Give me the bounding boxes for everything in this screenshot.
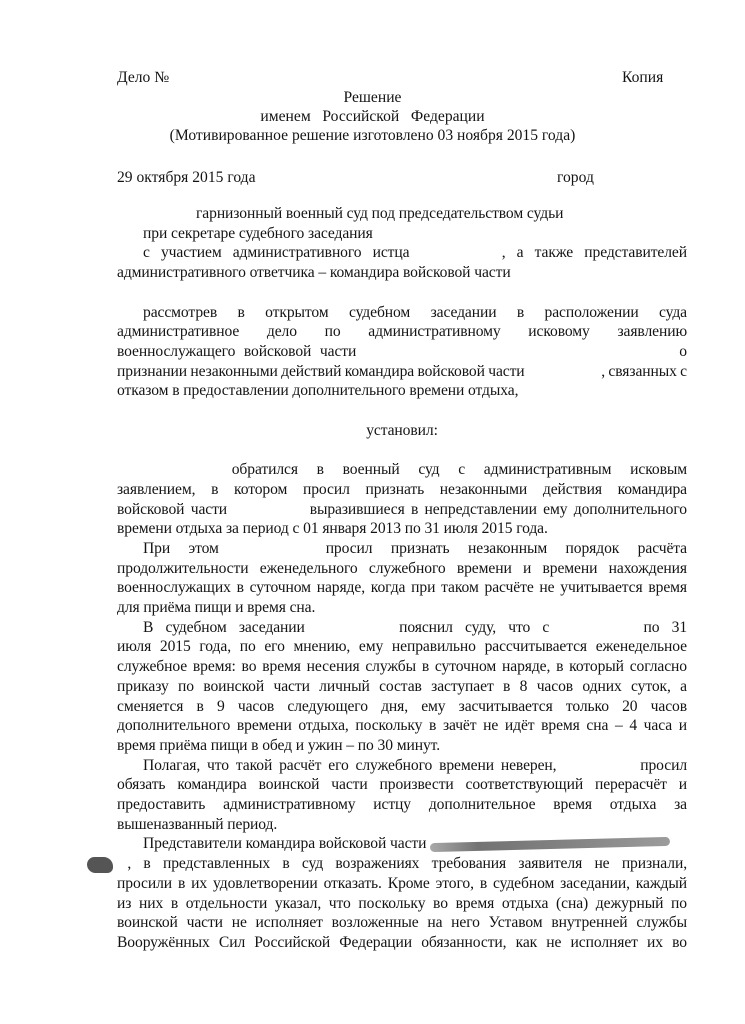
text-segment: В судебном заседании: [143, 618, 305, 636]
text-segment: гарнизонный военный суд под председательством судьи: [196, 205, 564, 222]
text-line: [117, 736, 687, 756]
text-line: [117, 263, 687, 283]
text-line: [117, 224, 687, 244]
redacted-text: [522, 346, 592, 356]
copy-label: Копия: [622, 69, 664, 86]
text-line: [117, 303, 687, 323]
text-segment: административного ответчика – командира войсковой части: [117, 264, 511, 282]
text-segment: по 31: [643, 618, 688, 636]
text-segment: дополнительного времени отдыха, поскольку в зачёт не идёт время сна – 4 часа и: [117, 717, 687, 735]
text-line: [117, 559, 687, 579]
redacted-text: [601, 346, 671, 356]
text-segment: обратился в военный суд с административным исковым: [231, 461, 687, 479]
text-segment: вышеназванный период.: [117, 815, 278, 833]
text-line: [117, 913, 687, 933]
text-segment: просил: [640, 756, 688, 774]
redacted-text: [365, 346, 435, 356]
text-line: [117, 637, 687, 657]
text-line: [117, 815, 687, 835]
text-line: [117, 421, 687, 441]
redacted-text: [237, 543, 307, 553]
text-line: [117, 243, 687, 263]
text-line: [117, 519, 687, 539]
redacted-text: [233, 504, 303, 514]
text-line: [117, 480, 687, 500]
text-segment: военнослужащего войсковой части: [117, 342, 357, 360]
text-segment: о: [679, 342, 687, 360]
text-line: [117, 775, 687, 795]
text-segment: , а также представителей: [501, 244, 687, 262]
text-segment: рассмотрев в открытом судебном заседании в расположении суда: [143, 303, 687, 321]
text-segment: с участием административного истца: [143, 244, 410, 262]
redacted-text: [317, 622, 387, 632]
redacted-text: [143, 464, 213, 474]
text-segment: Представители командира войсковой части: [143, 835, 431, 853]
text-segment: отказом в предоставлении дополнительного времени отдыха,: [117, 382, 519, 400]
redaction-scribble: [87, 857, 113, 873]
text-line: [117, 460, 687, 480]
text-line: [117, 834, 687, 854]
text-line: [117, 539, 687, 559]
text-segment: просили в их удовлетворении отказать. Кроме этого, в судебном заседании, каждый: [117, 874, 687, 892]
document-title: Решение: [343, 89, 402, 106]
text-segment: предоставить административному истцу дополнительное время отдыха за: [117, 796, 687, 814]
redacted-text: [443, 346, 513, 356]
text-line: [117, 204, 687, 224]
text-line: [117, 795, 687, 815]
text-segment: Вооружённых Сил Российской Федерации обязанности, как не исполняет их во: [117, 933, 687, 951]
text-line: [117, 697, 687, 717]
text-segment: времени отдыха за период с 01 января 2013 по 31 июля 2015 года.: [117, 520, 548, 538]
text-segment: время приёма пищи в обед и ужин – по 30 минут.: [117, 736, 441, 754]
redacted-text: [528, 366, 598, 376]
text-line: [117, 854, 687, 874]
text-line: [117, 500, 687, 520]
text-segment: из них в отдельности указал, что поскольку во время отдыха (сна) дежурный по: [117, 894, 687, 912]
text-segment: , в представленных в суд возражениях требования заявителя не признали,: [127, 855, 687, 873]
text-segment: признании незаконными действий командира войсковой части: [117, 362, 525, 380]
decision-date: 29 октября 2015 года: [117, 169, 256, 186]
redacted-text: [421, 247, 491, 257]
city-label: город: [557, 169, 594, 186]
text-segment: административное дело по административному исковому заявлению: [117, 323, 687, 341]
text-line: [117, 598, 687, 618]
text-segment: установил:: [366, 421, 438, 439]
text-segment: При этом: [143, 539, 219, 557]
text-line: [117, 362, 687, 382]
redacted-text: [561, 622, 631, 632]
text-segment: , связанных с: [601, 362, 688, 380]
text-segment: продолжительности еженедельного служебного времени и времени нахождения: [117, 559, 687, 577]
blank-line: [117, 283, 687, 303]
text-segment: для приёма пищи и время сна.: [117, 599, 316, 617]
text-segment: приказу по воинской части личный состав заступает в 8 часов одних суток, а: [117, 677, 687, 695]
text-line: [117, 618, 687, 638]
blank-line: [117, 440, 687, 460]
text-line: [117, 716, 687, 736]
text-segment: Полагая, что такой расчёт его служебного времени неверен,: [143, 756, 557, 774]
reasoned-decision-note: (Мотивированное решение изготовлено 03 ноября 2015 года): [169, 127, 576, 144]
text-segment: июля 2015 года, по его мнению, ему неправильно рассчитывается еженедельное: [117, 638, 687, 656]
redacted-text: [563, 760, 633, 770]
text-line: [117, 756, 687, 776]
text-line: [117, 342, 687, 362]
text-segment: выразившиеся в непредставлении ему дополнительного: [309, 500, 687, 518]
text-line: [117, 677, 687, 697]
text-line: [117, 322, 687, 342]
text-line: [117, 933, 687, 953]
text-segment: воинской части не исполняет возложенные на него Уставом внутренней службы: [117, 914, 687, 932]
text-segment: пояснил суду, что с: [399, 618, 550, 636]
text-segment: войсковой части: [117, 500, 228, 518]
document-subtitle: именем Российской Федерации: [260, 108, 485, 125]
text-segment: просил признать незаконным порядок расчёта: [325, 539, 688, 557]
case-number-label: Дело №: [117, 69, 170, 86]
blank-line: [117, 401, 687, 421]
text-segment: обязать командира воинской части произвести соответствующий перерасчёт и: [117, 776, 687, 794]
text-line: [117, 381, 687, 401]
document-body: [117, 204, 687, 953]
redaction-scribble: [430, 837, 670, 852]
text-segment: заявлением, в котором просил признать незаконными действия командира: [117, 480, 687, 498]
text-line: [117, 657, 687, 677]
text-segment: сменяется в 9 часов следующего дня, ему засчитывается только 20 часов: [117, 697, 687, 715]
text-line: [117, 894, 687, 914]
text-segment: военнослужащих в суточном наряде, когда при таком расчёте не учитывается время: [117, 579, 687, 597]
text-line: [117, 874, 687, 894]
text-segment: служебное время: во время несения службы в суточном наряде, в который согласно: [117, 658, 687, 676]
text-line: [117, 578, 687, 598]
text-segment: при секретаре судебного заседания: [143, 224, 373, 242]
